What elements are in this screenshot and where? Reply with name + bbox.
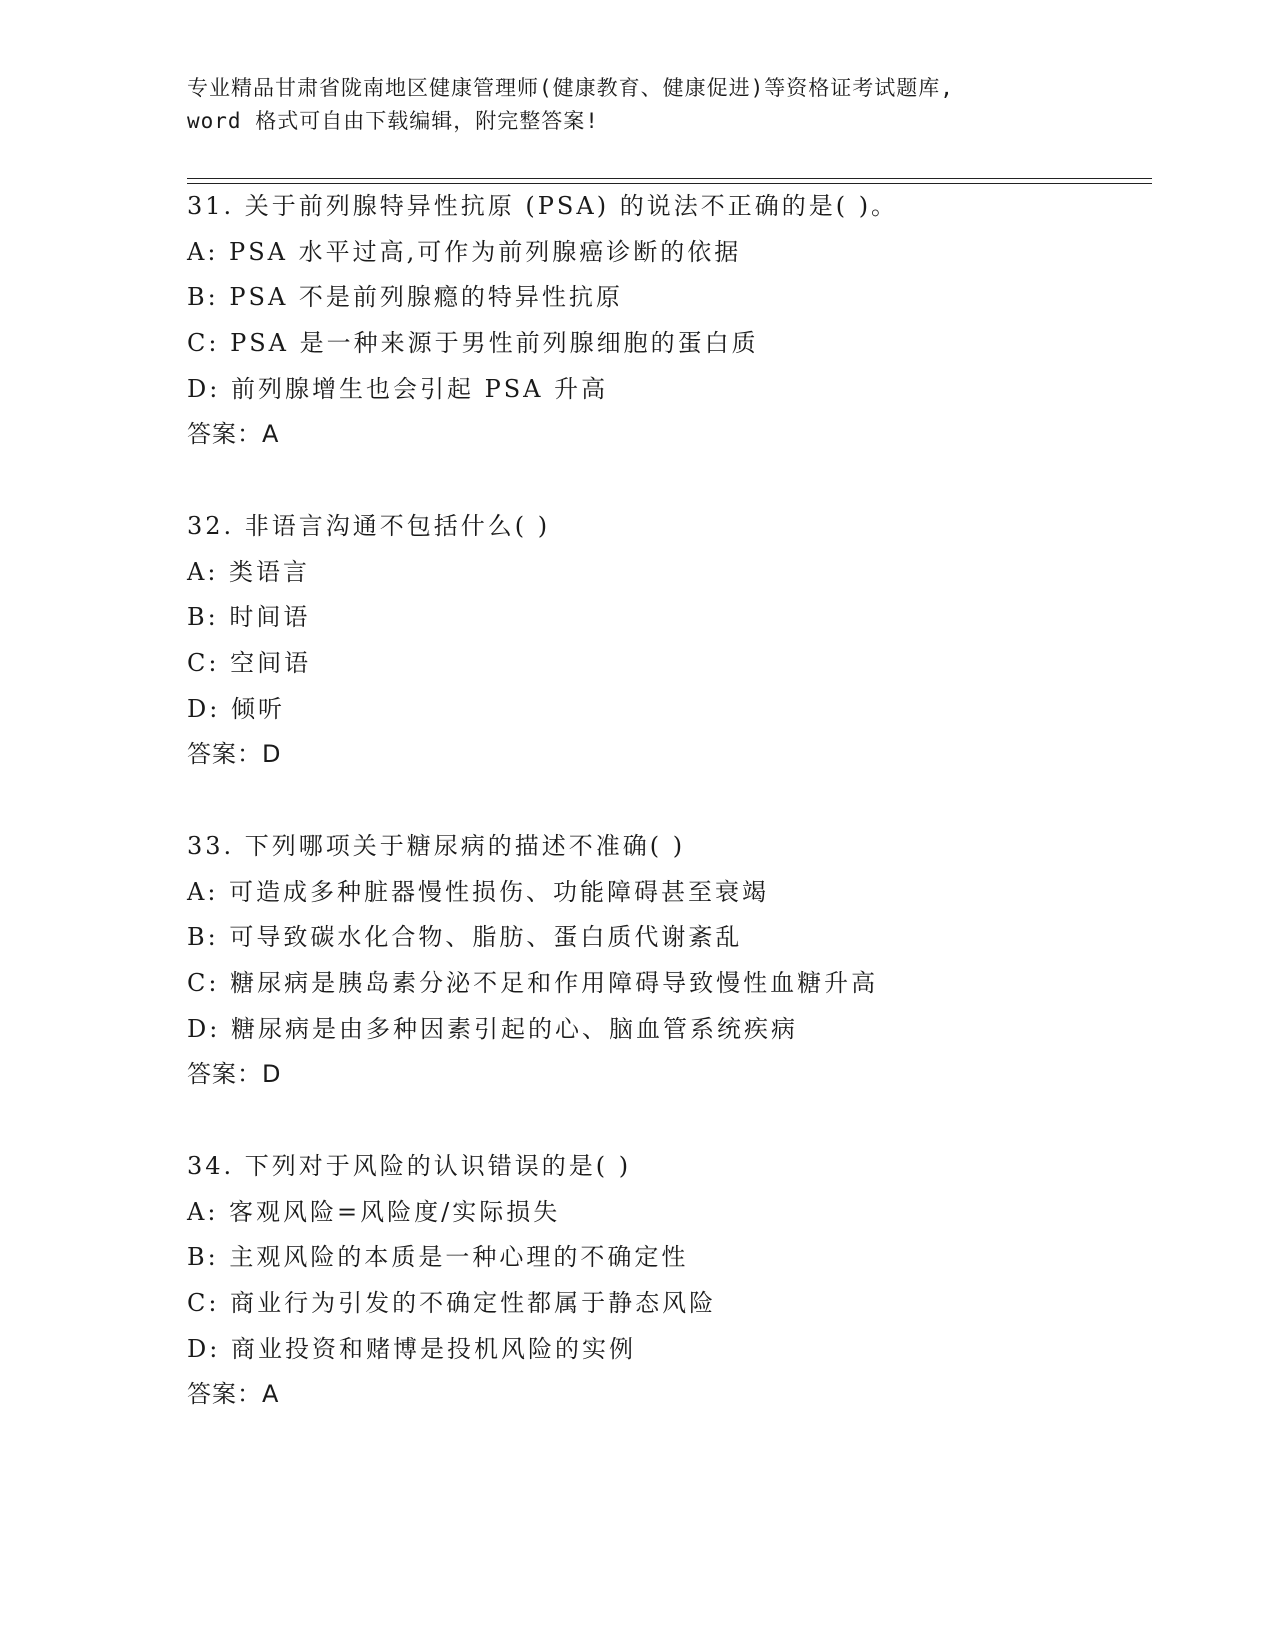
answer-line: 答案：A [187,420,280,449]
question-32 [187,504,1147,778]
document-header [187,72,1087,138]
option-a: A: 可造成多种脏器慢性损伤、功能障碍甚至衰竭 [187,877,770,906]
header-title-line-1: 专业精品甘肃省陇南地区健康管理师(健康教育、健康促进)等资格证考试题库, [187,76,954,100]
option-a: A: 类语言 [187,557,311,586]
option-b: B: 主观风险的本质是一种心理的不确定性 [187,1243,689,1272]
option-b: B: PSA 不是前列腺瘾的特异性抗原 [187,283,623,312]
option-d: D: 前列腺增生也会引起 PSA 升高 [187,374,609,403]
option-c: C: 商业行为引发的不确定性都属于静态风险 [187,1289,717,1318]
option-b: B: 时间语 [187,603,311,632]
option-c: C: PSA 是一种来源于男性前列腺细胞的蛋白质 [187,329,759,358]
option-a: A: PSA 水平过高,可作为前列腺癌诊断的依据 [187,237,742,266]
answer-line: 答案：D [187,1060,282,1089]
option-d: D: 商业投资和赌博是投机风险的实例 [187,1334,636,1363]
answer-line: 答案：A [187,1380,280,1409]
question-stem: 31. 关于前列腺特异性抗原 (PSA) 的说法不正确的是( )。 [187,192,899,220]
option-c: C: 空间语 [187,649,312,678]
option-c: C: 糖尿病是胰岛素分泌不足和作用障碍导致慢性血糖升高 [187,969,879,998]
header-title-line-2: word 格式可自由下载编辑，附完整答案! [187,109,599,133]
answer-line: 答案：D [187,740,282,769]
question-34 [187,1144,1147,1418]
question-stem: 34. 下列对于风险的认识错误的是( ) [187,1152,632,1180]
question-33 [187,824,1147,1098]
option-a: A: 客观风险=风险度/实际损失 [187,1197,561,1226]
header-divider-top [187,178,1152,179]
option-d: D: 倾听 [187,694,285,723]
option-d: D: 糖尿病是由多种因素引起的心、脑血管系统疾病 [187,1014,798,1043]
question-stem: 33. 下列哪项关于糖尿病的描述不准确( ) [187,832,686,860]
question-31 [187,184,1147,458]
option-b: B: 可导致碳水化合物、脂肪、蛋白质代谢紊乱 [187,923,743,952]
question-stem: 32. 非语言沟通不包括什么( ) [187,512,551,540]
